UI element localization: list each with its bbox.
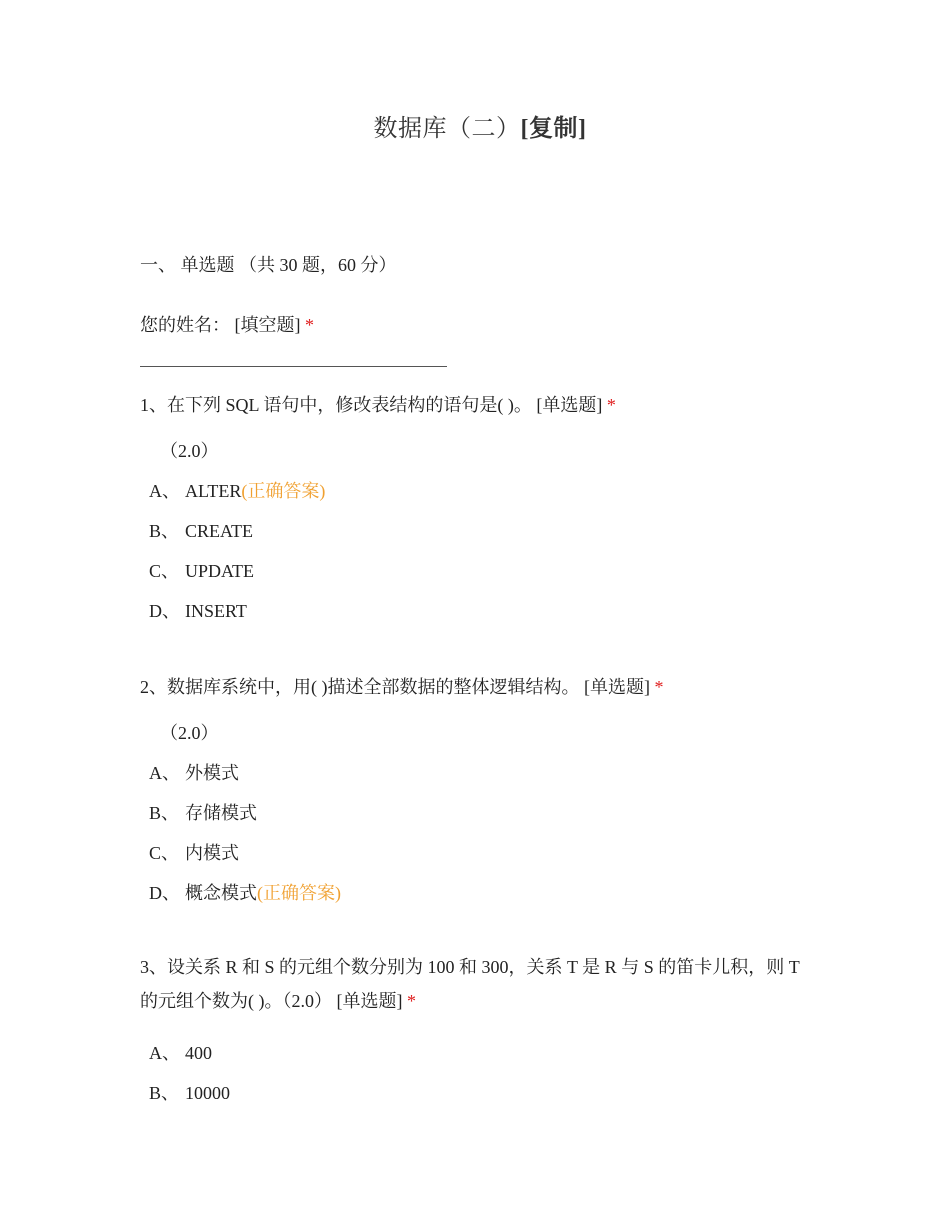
option-text: 400 [185, 1043, 212, 1063]
name-question [140, 311, 314, 337]
question-2-option-c[interactable] [149, 839, 239, 865]
name-question-label: 您的姓名： [填空题] [140, 315, 301, 335]
survey-title-text: 数据库（二） [373, 116, 521, 142]
name-answer-blank[interactable] [140, 366, 447, 367]
option-text: CREATE [185, 521, 254, 541]
question-1-score: （2.0） [160, 441, 219, 461]
option-letter: C、 [149, 561, 180, 581]
option-letter: D、 [149, 883, 180, 903]
survey-title [0, 108, 950, 143]
question-2-score: （2.0） [160, 723, 219, 743]
option-text: 存储模式 [185, 803, 257, 823]
question-2-text: 2、数据库系统中，用( )描述全部数据的整体逻辑结构。 [单选题] [140, 677, 650, 697]
question-1-option-a[interactable] [149, 477, 325, 503]
correct-answer-label: (正确答案) [241, 481, 326, 501]
option-text: ALTER [185, 481, 242, 501]
question-1-option-c[interactable] [149, 557, 254, 583]
option-text: 10000 [185, 1083, 230, 1103]
option-letter: A、 [149, 763, 180, 783]
required-mark: * [406, 991, 416, 1011]
option-letter: B、 [149, 521, 180, 541]
required-mark: * [305, 315, 314, 335]
option-letter: A、 [149, 481, 180, 501]
correct-answer-label: (正确答案) [257, 883, 341, 903]
option-text: 内模式 [185, 843, 239, 863]
question-2 [140, 673, 663, 699]
option-text: 外模式 [185, 763, 239, 783]
question-3-option-a[interactable] [149, 1039, 212, 1065]
question-1 [140, 391, 616, 417]
section-heading: 一、 单选题 （共 30 题，60 分） [140, 255, 397, 275]
required-mark: * [606, 395, 616, 415]
option-text: INSERT [185, 601, 247, 621]
question-1-option-d[interactable] [149, 597, 247, 623]
question-3-option-b[interactable] [149, 1079, 230, 1105]
question-2-option-b[interactable] [149, 799, 257, 825]
question-2-option-a[interactable] [149, 759, 239, 785]
option-text: UPDATE [185, 561, 255, 581]
option-letter: B、 [149, 1083, 180, 1103]
option-letter: D、 [149, 601, 180, 621]
option-text: 概念模式 [185, 883, 257, 903]
question-3-text: 3、设关系 R 和 S 的元组个数分别为 100 和 300，关系 T 是 R 与 S 的笛卡儿积，则 T 的元组个数为( )。（2.0） [单选题] [140, 957, 800, 1011]
question-1-text: 1、在下列 SQL 语句中，修改表结构的语句是( )。 [单选题] [140, 395, 603, 415]
survey-title-suffix: [复制] [520, 116, 587, 142]
question-2-option-d[interactable] [149, 879, 341, 905]
option-letter: B、 [149, 803, 180, 823]
option-letter: A、 [149, 1043, 180, 1063]
option-letter: C、 [149, 843, 180, 863]
required-mark: * [654, 677, 664, 697]
question-1-option-b[interactable] [149, 517, 253, 543]
question-3 [140, 950, 820, 1018]
